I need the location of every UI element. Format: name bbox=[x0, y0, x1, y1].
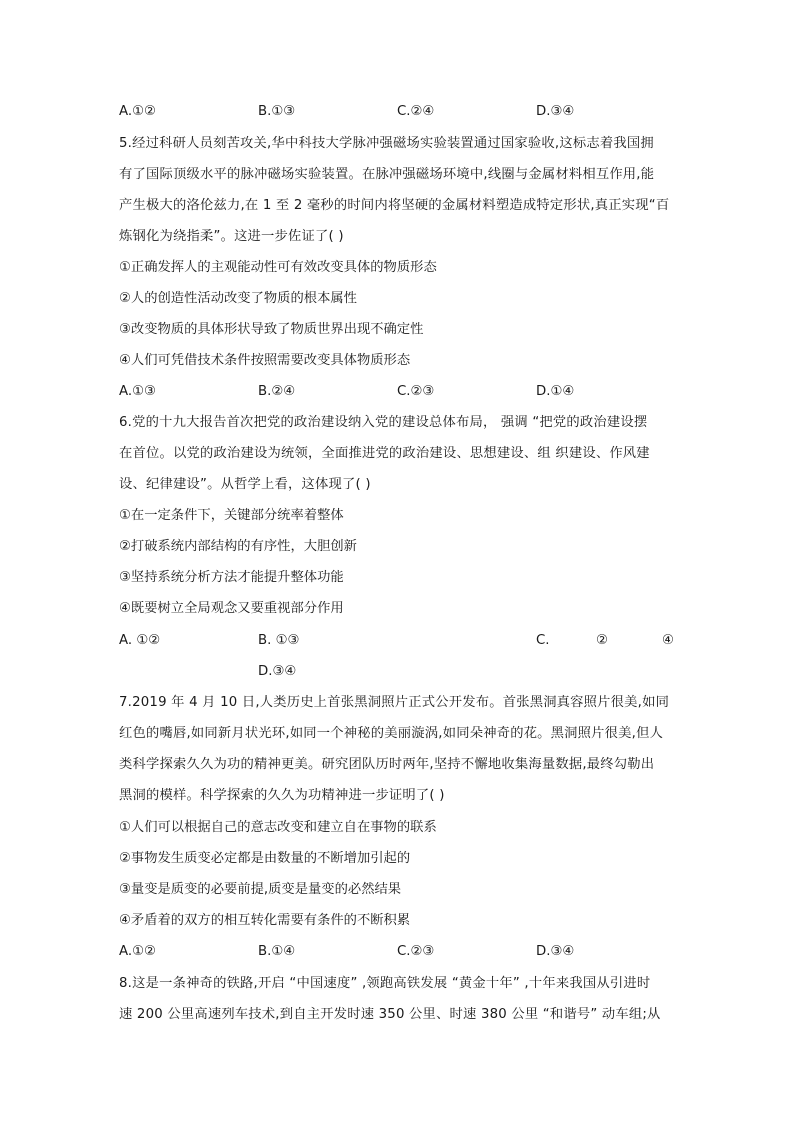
q7-statement: ③量变是质变的必要前提,质变是量变的必然结果 bbox=[119, 882, 402, 897]
q7-statement: ②事物发生质变必定都是由数量的不断增加引起的 bbox=[119, 851, 411, 866]
q5-statement: ①正确发挥人的主观能动性可有效改变具体的物质形态 bbox=[119, 260, 437, 275]
q7-stem-line: 类科学探索久久为功的精神更美。研究团队历时两年,坚持不懈地收集海量数据,最终勾勒出 bbox=[119, 757, 655, 772]
q7-option-d: D.③④ bbox=[536, 944, 575, 959]
q7-stem-line: 7.2019 年 4 月 10 日,人类历史上首张黑洞照片正式公开发布。首张黑洞真容照片很美,如同 bbox=[119, 695, 670, 710]
q8-stem-line: 速 200 公里高速列车技术,到自主开发时速 350 公里、时速 380 公里 “和谐号” 动车组;从 bbox=[119, 1007, 661, 1022]
q7-stem-line: 红色的嘴唇,如同新月状光环,如同一个神秘的美丽漩涡,如同朵神奇的花。黑洞照片很美,但人 bbox=[119, 726, 664, 741]
q5-option-a: A.①③ bbox=[119, 384, 156, 399]
q6-stem-line: 6.党的十九大报告首次把党的政治建设纳入党的建设总体布局， 强调 “把党的政治建设摆 bbox=[119, 415, 648, 430]
q4-option-c: C.②④ bbox=[397, 104, 435, 119]
q6-option-a: A. ①② bbox=[119, 633, 161, 648]
q6-statement: ③坚持系统分析方法才能提升整体功能 bbox=[119, 570, 344, 585]
q6-statement: ②打破系统内部结构的有序性，大胆创新 bbox=[119, 539, 357, 554]
q6-statement: ①在一定条件下，关键部分统率着整体 bbox=[119, 508, 344, 523]
q7-option-c: C.②③ bbox=[397, 944, 435, 959]
q5-statement: ④人们可凭借技术条件按照需要改变具体物质形态 bbox=[119, 353, 411, 368]
q4-option-a: A.①② bbox=[119, 104, 156, 119]
q5-statement: ③改变物质的具体形状导致了物质世界出现不确定性 bbox=[119, 322, 424, 337]
q6-stem-line: 在首位。以党的政治建设为统领，全面推进党的政治建设、思想建设、组 织建设、作风建 bbox=[119, 446, 650, 461]
q5-stem-line: 产生极大的洛伦兹力,在 1 至 2 毫秒的时间内将坚硬的金属材料塑造成特定形状,真正实现“百 bbox=[119, 198, 670, 213]
q7-statement: ④矛盾着的双方的相互转化需要有条件的不断积累 bbox=[119, 913, 411, 928]
q6-option-c: C. bbox=[536, 633, 550, 648]
q6-statement: ④既要树立全局观念又要重视部分作用 bbox=[119, 601, 344, 616]
q6-option-b: B. ①③ bbox=[258, 633, 300, 648]
q7-statement: ①人们可以根据自己的意志改变和建立自在事物的联系 bbox=[119, 820, 437, 835]
q6-option-d: D.③④ bbox=[258, 664, 297, 679]
q5-option-b: B.②④ bbox=[258, 384, 296, 399]
q6-option-c-part: ② bbox=[596, 633, 608, 648]
q5-statement: ②人的创造性活动改变了物质的根本属性 bbox=[119, 291, 357, 306]
q5-stem-line: 炼钢化为绕指柔”。这进一步佐证了( ) bbox=[119, 229, 344, 244]
q4-option-d: D.③④ bbox=[536, 104, 575, 119]
q7-stem-line: 黑洞的模样。科学探索的久久为功精神进一步证明了( ) bbox=[119, 788, 445, 803]
q6-option-c-part: ④ bbox=[662, 633, 674, 648]
q7-option-b: B.①④ bbox=[258, 944, 296, 959]
q5-stem-line: 有了国际顶级水平的脉冲磁场实验装置。在脉冲强磁场环境中,线圈与金属材料相互作用,能 bbox=[119, 167, 655, 182]
q6-stem-line: 设、纪律建设”。从哲学上看，这体现了( ) bbox=[119, 477, 371, 492]
q8-stem-line: 8.这是一条神奇的铁路,开启 “中国速度” ,领跑高铁发展 “黄金十年” ,十年来我国从引进时 bbox=[119, 976, 651, 991]
q7-option-a: A.①② bbox=[119, 944, 156, 959]
q5-option-c: C.②③ bbox=[397, 384, 435, 399]
q5-stem-line: 5.经过科研人员刻苦攻关,华中科技大学脉冲强磁场实验装置通过国家验收,这标志着我国拥 bbox=[119, 136, 654, 151]
q5-option-d: D.①④ bbox=[536, 384, 575, 399]
q4-option-b: B.①③ bbox=[258, 104, 296, 119]
